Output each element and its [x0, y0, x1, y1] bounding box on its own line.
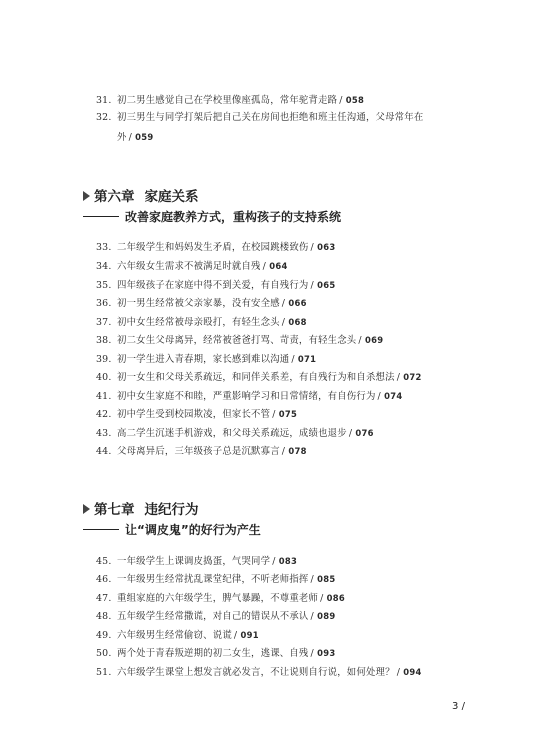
dash-rule: [83, 216, 119, 217]
page-number: 3 /: [452, 701, 465, 712]
chapter-7-name: 违纪行为: [144, 502, 199, 518]
toc-entry-44[interactable]: 44. 父母离异后，三年级孩子总是沉默寡言 / 078: [96, 446, 307, 457]
chapter-6-subtitle: 改善家庭教养方式，重构孩子的支持系统: [83, 208, 341, 225]
toc-entry-45[interactable]: 45. 一年级学生上课调皮捣蛋，气哭同学 / 083: [96, 556, 298, 567]
chapter-6-heading[interactable]: [83, 185, 199, 205]
toc-entry-35[interactable]: 35. 四年级孩子在家庭中得不到关爱，有自残行为 / 065: [96, 280, 336, 291]
toc-entry-41[interactable]: 41. 初中女生家庭不和睦，严重影响学习和日常情绪，有自伤行为 / 074: [96, 391, 403, 402]
chapter-7-label: 第七章: [94, 502, 135, 518]
chapter-7-heading[interactable]: [83, 498, 199, 518]
toc-entry-31[interactable]: 31. 初二男生感觉自己在学校里像座孤岛，常年驼背走路 / 058: [96, 95, 365, 106]
toc-entry-40[interactable]: 40. 初一女生和父母关系疏远，和同伴关系差，有自残行为和自杀想法 / 072: [96, 372, 422, 383]
toc-entry-32[interactable]: 32. 初三男生与同学打架后把自己关在房间也拒绝和班主任沟通，父母常年在: [96, 112, 424, 123]
toc-entry-34[interactable]: 34. 六年级女生需求不被满足时就自残 / 064: [96, 261, 288, 272]
toc-entry-36[interactable]: 36. 初一男生经常被父亲家暴，没有安全感 / 066: [96, 298, 307, 309]
toc-entry-48[interactable]: 48. 五年级学生经常撒谎，对自己的错误从不承认 / 089: [96, 611, 336, 622]
toc-entry-33[interactable]: 33. 二年级学生和妈妈发生矛盾，在校园跳楼致伤 / 063: [96, 242, 336, 253]
triangle-bullet-icon: [83, 191, 90, 201]
toc-entry-42[interactable]: 42. 初中学生受到校园欺凌，但家长不管 / 075: [96, 409, 298, 420]
dash-rule: [83, 529, 119, 530]
toc-entry-47[interactable]: 47. 重组家庭的六年级学生，脾气暴躁，不尊重老师 / 086: [96, 593, 346, 604]
toc-entry-46[interactable]: 46. 一年级男生经常扰乱课堂纪律，不听老师指挥 / 085: [96, 574, 336, 585]
toc-entry-37[interactable]: 37. 初中女生经常被母亲殴打，有轻生念头 / 068: [96, 317, 307, 328]
toc-entry-43[interactable]: 43. 高二学生沉迷手机游戏，和父母关系疏远，成绩也退步 / 076: [96, 428, 374, 439]
triangle-bullet-icon: [83, 504, 90, 514]
chapter-7-subtitle: 让“调皮鬼”的好行为产生: [83, 521, 261, 538]
toc-entry-50[interactable]: 50. 两个处于青春叛逆期的初二女生，逃课、自残 / 093: [96, 648, 336, 659]
toc-entry-38[interactable]: 38. 初二女生父母离异，经常被爸爸打骂、苛责，有轻生念头 / 069: [96, 335, 384, 346]
toc-entry-39[interactable]: 39. 初一学生进入青春期，家长感到难以沟通 / 071: [96, 354, 317, 365]
chapter-6-name: 家庭关系: [144, 189, 199, 205]
toc-entry-51[interactable]: 51. 六年级学生课堂上想发言就必发言，不让说则自行说，如何处理？ / 094: [96, 667, 422, 678]
toc-entry-32-cont[interactable]: 外 / 059: [117, 132, 154, 143]
chapter-6-label: 第六章: [94, 189, 135, 205]
toc-entry-49[interactable]: 49. 六年级男生经常偷窃、说谎 / 091: [96, 630, 259, 641]
